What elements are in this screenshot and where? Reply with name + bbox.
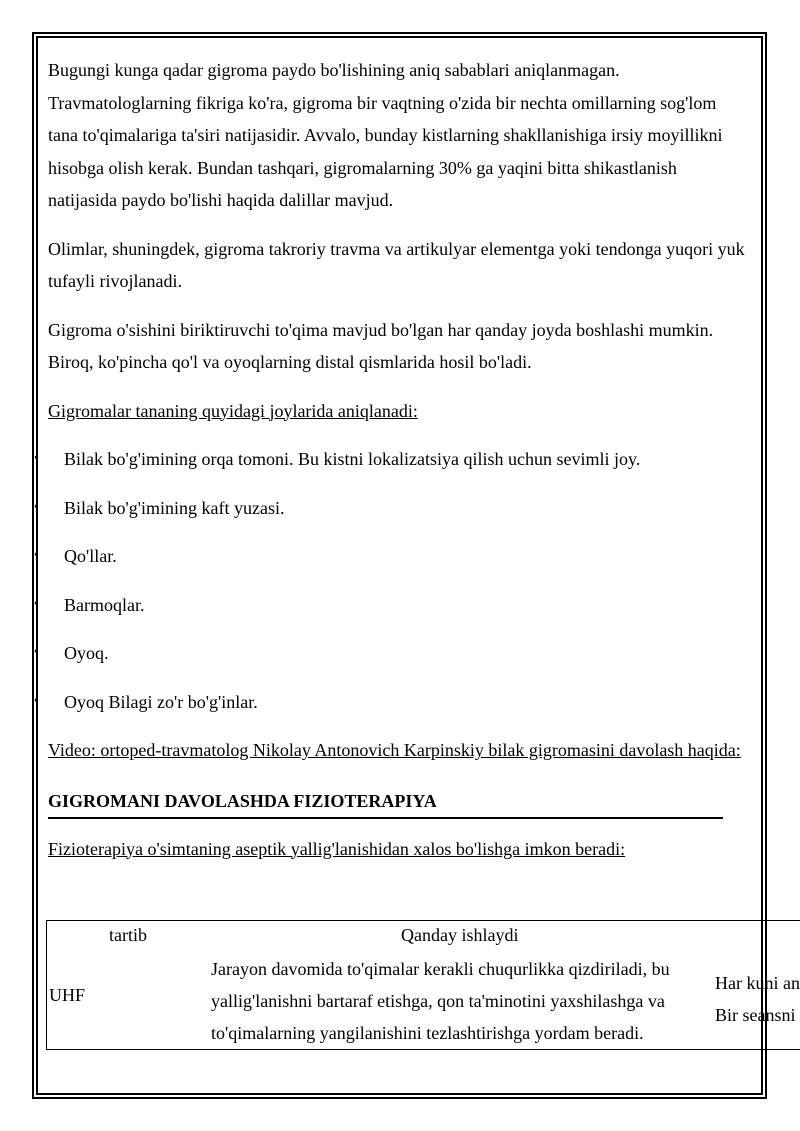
table-cell-schedule [715,967,800,1031]
bullet-icon: • [34,451,39,466]
schedule-line: Bir seansni [715,1005,796,1025]
physio-intro: Fizioterapiya o'simtaning aseptik yallig'lanishidan xalos bo'lishga imkon beradi: [48,838,626,859]
list-item-text: Barmoqlar. [64,594,145,615]
list-item [34,686,748,719]
table-cell-method: UHF [49,985,86,1005]
table-cell-description: Jarayon davomida to'qimalar kerakli chuqurlikka qizdiriladi, bu yallig'lanishni bartaraf etishga, qon ta'minotini yaxshilashga va to'qimalarning yangilanishini tezlashtirishga yordam beradi. [211,959,670,1043]
list-item-text: Oyoq Bilagi zo'r bo'g'inlar. [64,691,258,712]
bullet-icon: • [34,693,39,709]
list-item-text: Qo'llar. [64,546,117,566]
document-body [34,54,748,881]
section-title: GIGROMANI DAVOLASHDA FIZIOTERAPIYA [48,790,437,811]
list-item-text: Bilak bo'g'imining orqa tomoni. Bu kistni lokalizatsiya qilish uchun sevimli joy. [64,449,641,469]
list-item [34,540,748,573]
paragraph-growth: Gigroma o'sishini biriktiruvchi to'qima mavjud bo'lgan har qanday joyda boshlashi mumkin. Biroq, ko'pincha qo'l va oyoqlarning distal qismlarida hosil bo'ladi. [48,319,714,372]
locations-heading: Gigromalar tananing quyidagi joylarida aniqlanadi: [48,400,418,421]
list-item [34,589,748,622]
list-item [34,492,748,525]
locations-list [34,443,748,718]
paragraph-causes: Bugungi kunga qadar gigroma paydo bo'lishining aniq sabablari aniqlanmagan. Travmatologlarning fikriga ko'ra, gigroma bir vaqtning o'zida bir nechta omillarning sog'lom tana to'qimalariga ta'siri natijasidir. Avvalo, bunday kistlarning shakllanishiga irsiy moyillikni hisobga olish kerak. Bundan tashqari, gigromalarning 30% ga yaqini bitta shikastlanish natijasida paydo bo'lishi haqida dalillar mavjud. [48,60,723,210]
physio-table [46,920,800,1050]
section-divider [48,817,723,819]
bullet-icon: • [34,645,39,660]
paragraph-scientists: Olimlar, shuningdek, gigroma takroriy travma va artikulyar elementga yoki tendonga yuqori yuk tufayli rivojlanadi. [48,238,745,291]
video-link[interactable]: Video: ortoped-travmatolog Nikolay Antonovich Karpinskiy bilak gigromasini davolash haqida: [48,740,741,760]
bullet-icon: • [34,596,39,612]
list-item-text: Oyoq. [64,643,109,663]
bullet-icon: • [34,548,39,563]
list-item [34,637,748,670]
list-item [34,443,748,476]
table-header-how: Qanday ishlaydi [401,925,519,945]
bullet-icon: • [34,499,39,515]
schedule-line: Har kuni an [715,973,800,993]
list-item-text: Bilak bo'g'imining kaft yuzasi. [64,497,285,518]
table-header-method: tartib [109,925,147,945]
